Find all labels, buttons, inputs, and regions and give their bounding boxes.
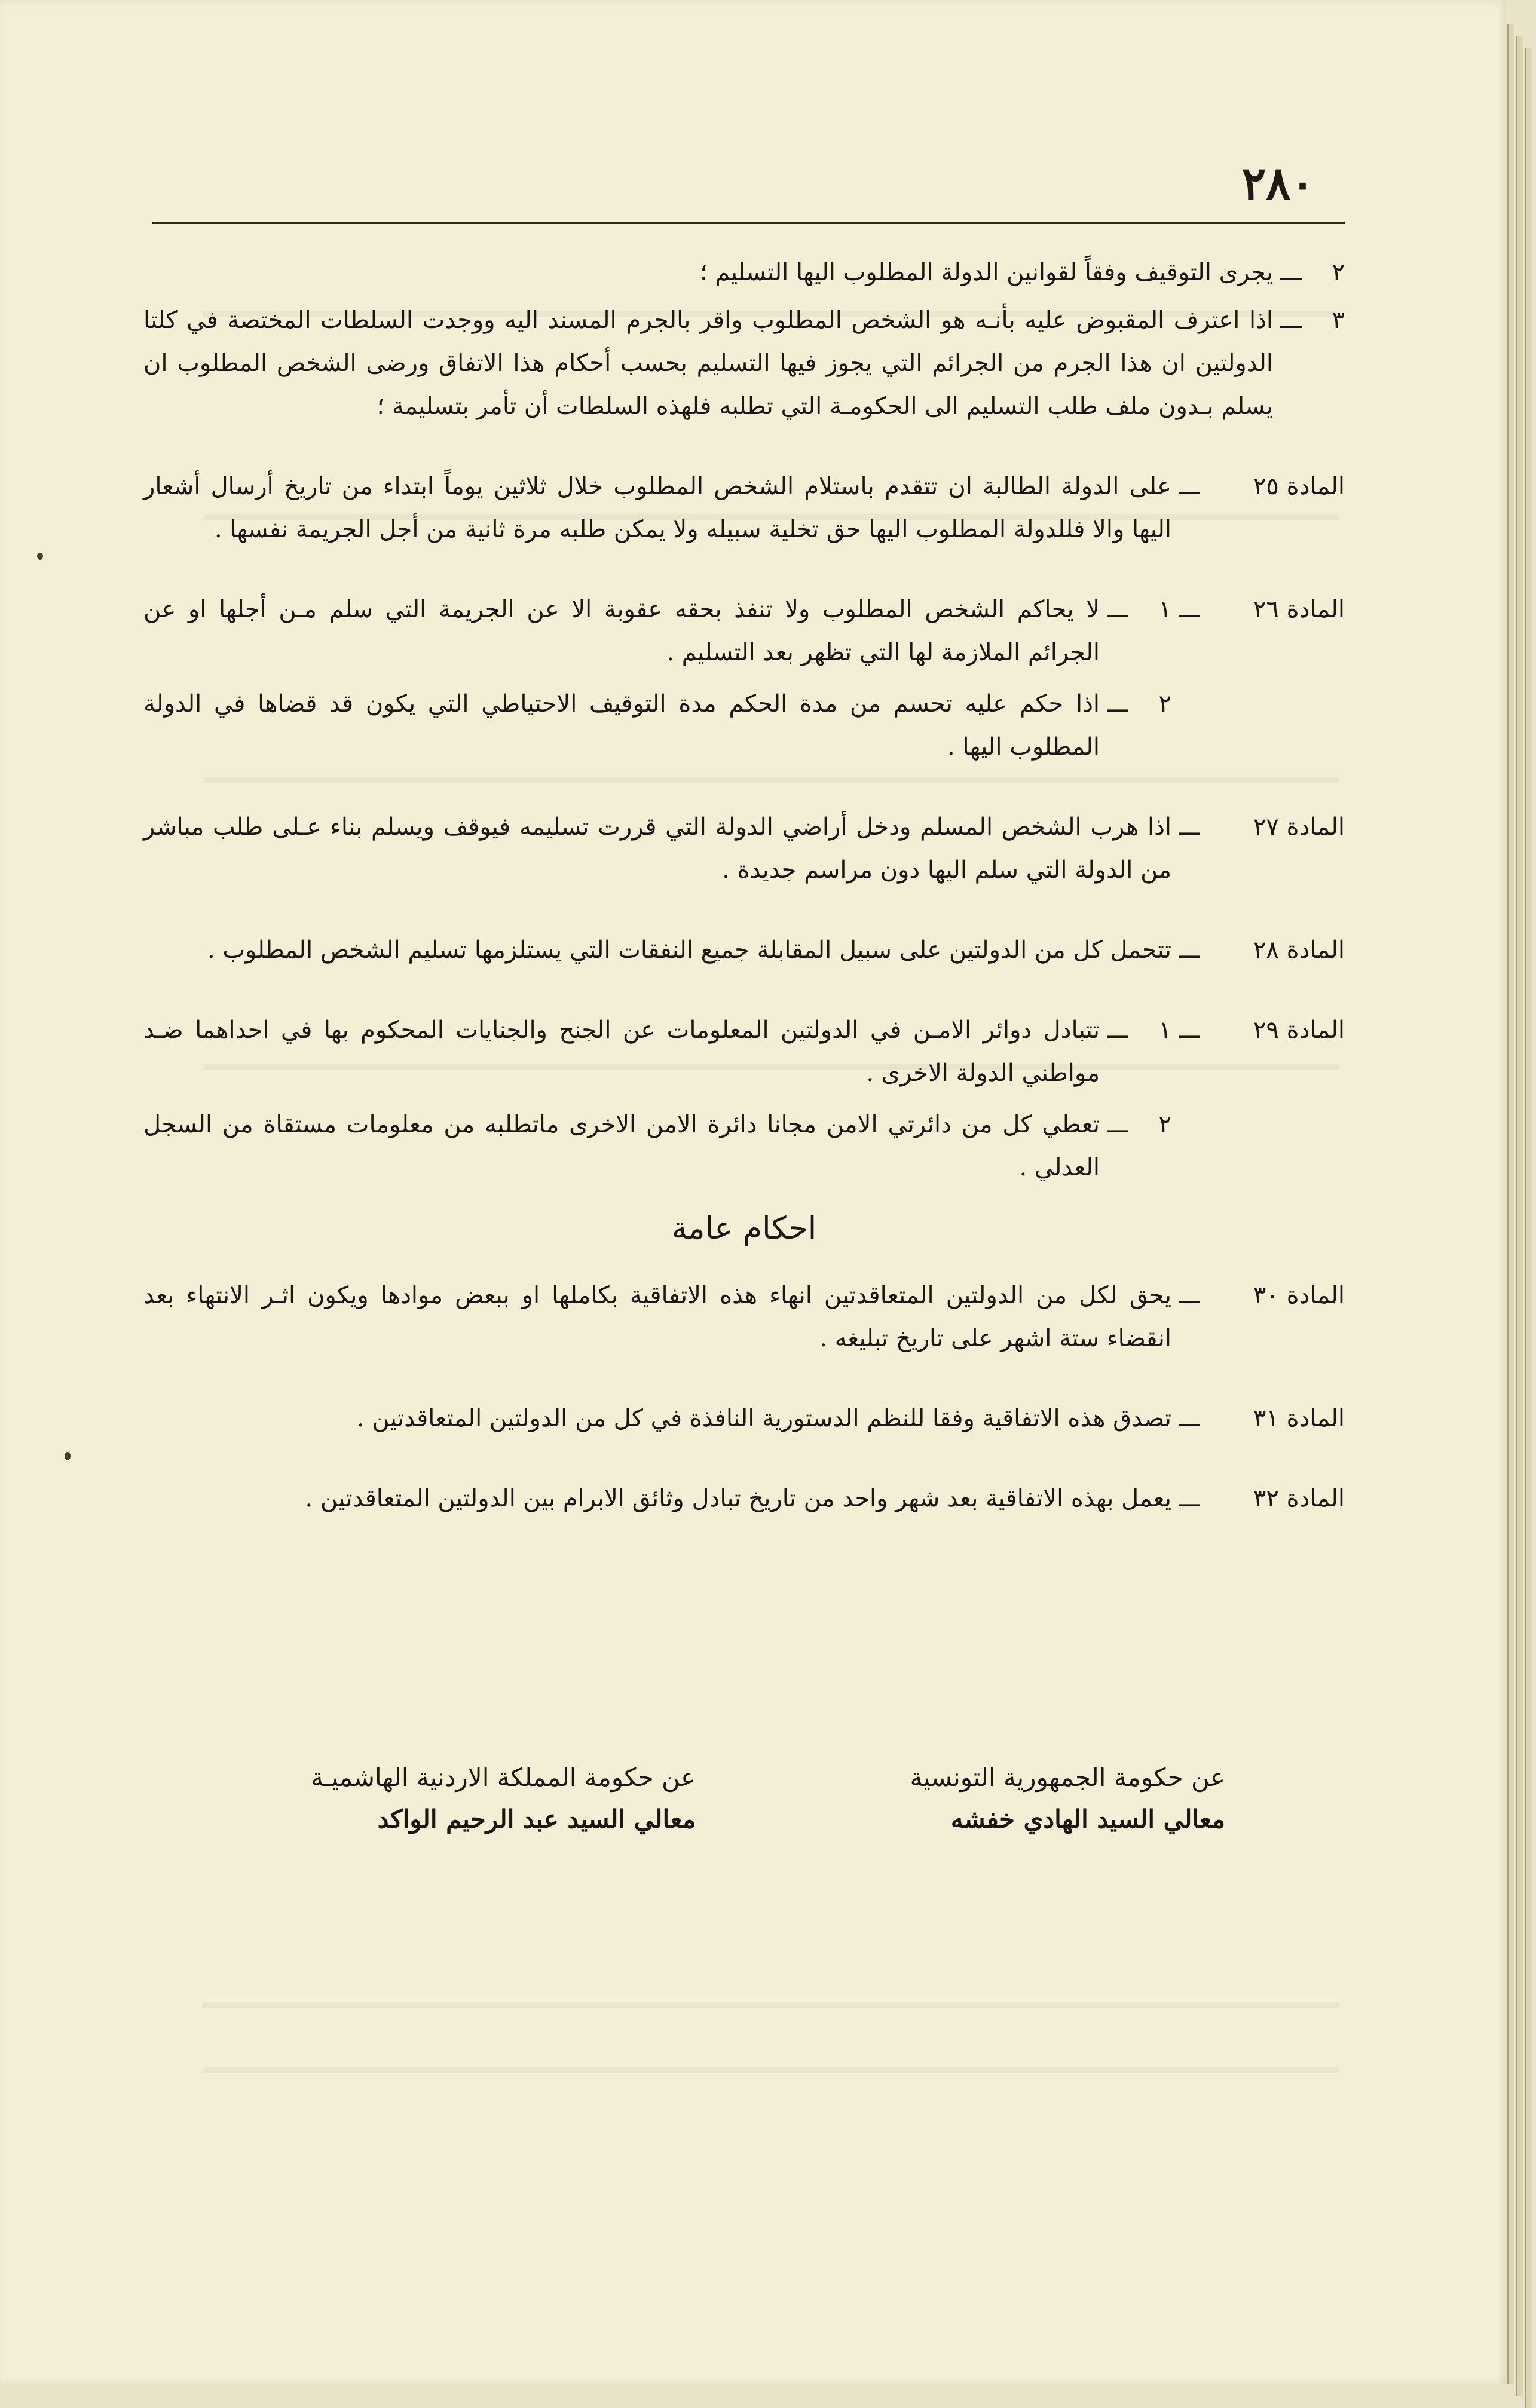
signatory-name: معالي السيد عبد الرحيم الواكد: [377, 1805, 696, 1834]
ink-spot: [65, 1452, 71, 1460]
article-text: تعطي كل من دائرتي الامن مجانا دائرة الامن الاخرى ماتطلبه من معلومات مستقاة من السجل العدلي .: [143, 1111, 1100, 1181]
article-label: المادة ٢٨: [1253, 936, 1345, 964]
article-body: [143, 1397, 1207, 1440]
item-number: ٢: [1158, 1111, 1171, 1138]
item-number: ٢: [1158, 690, 1171, 718]
intro-items: [143, 251, 1345, 428]
article-text: يعمل بهذه الاتفاقية بعد شهر واحد من تاريخ تبادل وثائق الابرام بين الدولتين المتعاقدتين .: [305, 1485, 1171, 1512]
article-body: [143, 1009, 1207, 1189]
article-body: [143, 929, 1207, 972]
item-number: ٣: [1332, 307, 1345, 334]
article-29: [143, 1009, 1345, 1189]
article-paragraph: [143, 1477, 1207, 1520]
article-text: على الدولة الطالبة ان تتقدم باستلام الشخص المطلوب خلال ثلاثين يوماً ابتداء من تاريخ أرسال أشعار اليها والا فللدولة المطلوب اليها حق تخلية سبيله ولا يمكن طلبه مرة ثانية من أجل الجريمة نفسها .: [143, 473, 1171, 543]
article-paragraph: [143, 465, 1207, 551]
section-heading: احكام عامة: [671, 1211, 817, 1246]
item-dash: ـــ: [1179, 473, 1200, 500]
article-body: [143, 588, 1207, 768]
signatory-name: معالي السيد الهادي خفشه: [950, 1805, 1225, 1834]
item-dash: ـــ: [1107, 1016, 1128, 1044]
list-item: [143, 251, 1345, 294]
page-edge: [1516, 36, 1523, 2396]
signature-line: عن حكومة الجمهورية التونسية: [910, 1763, 1225, 1792]
article-label: المادة ٣٠: [1253, 1282, 1345, 1309]
article-body: [143, 465, 1207, 551]
list-item: [143, 299, 1345, 428]
page-edge: [1525, 48, 1532, 2408]
item-dash: ـــ: [1179, 813, 1200, 841]
item-dash: ـــ: [1179, 936, 1200, 964]
bleed-through: [203, 2002, 1339, 2008]
page-edge: [1507, 24, 1514, 2384]
ink-spot: [37, 553, 43, 560]
item-number: ٢: [1332, 259, 1345, 286]
article-label: المادة ٢٥: [1253, 473, 1345, 500]
article-text: تتحمل كل من الدولتين على سبيل المقابلة جميع النفقات التي يستلزمها تسليم الشخص المطلوب .: [207, 936, 1171, 964]
signature-line: عن حكومة المملكة الاردنية الهاشميـة: [311, 1763, 696, 1792]
page-number: ٢٨٠: [1241, 157, 1315, 210]
item-dash: ـــ: [1107, 690, 1128, 718]
article-label: المادة ٣٢: [1253, 1485, 1345, 1512]
article-paragraph: [143, 1103, 1207, 1189]
article-28: [143, 929, 1345, 972]
article-27: [143, 805, 1345, 891]
article-paragraph: [143, 805, 1207, 891]
article-26: [143, 588, 1345, 768]
article-body: [143, 1274, 1207, 1360]
article-paragraph: [143, 1397, 1207, 1440]
article-label: المادة ٢٩: [1253, 1016, 1345, 1044]
article-paragraph: [143, 1274, 1207, 1360]
item-dash: ـــ: [1179, 1405, 1200, 1432]
item-dash: ـــ: [1280, 307, 1302, 334]
article-paragraph: [143, 588, 1207, 674]
article-paragraph: [143, 929, 1207, 972]
article-paragraph: [143, 1009, 1207, 1095]
signature-tunisia: [910, 1757, 1225, 1840]
article-body: [143, 805, 1207, 891]
signature-block: [311, 1757, 1225, 1840]
article-paragraph: [143, 682, 1207, 768]
item-dash: ـــ: [1107, 1111, 1128, 1138]
item-dash: ـــ: [1179, 1485, 1200, 1512]
item-text: يجرى التوقيف وفقاً لقوانين الدولة المطلوب اليها التسليم ؛: [699, 259, 1273, 286]
document-body: [143, 251, 1345, 1557]
article-text: تصدق هذه الاتفاقية وفقا للنظم الدستورية النافذة في كل من الدولتين المتعاقدتين .: [357, 1405, 1171, 1432]
article-text: لا يحاكم الشخص المطلوب ولا تنفذ بحقه عقوبة الا عن الجريمة التي سلم مـن أجلها او عن الجرائم الملازمة لها التي تظهر بعد التسليم .: [143, 596, 1100, 666]
article-label: المادة ٢٧: [1253, 813, 1345, 841]
item-number: ١: [1158, 1016, 1171, 1044]
article-text: تتبادل دوائر الامـن في الدولتين المعلومات عن الجنح والجنايات المحكوم بها في احداهما ضـد مواطني الدولة الاخرى .: [143, 1016, 1100, 1087]
bleed-through: [203, 2067, 1339, 2073]
article-31: [143, 1397, 1345, 1440]
article-text: اذا هرب الشخص المسلم ودخل أراضي الدولة التي قررت تسليمه فيوقف ويسلم بناء عـلى طلب مباشر من الدولة التي سلم اليها دون مراسم جديدة .: [143, 813, 1171, 884]
item-dash: ـــ: [1179, 1016, 1200, 1044]
article-label: المادة ٢٦: [1253, 596, 1345, 623]
article-text: اذا حكم عليه تحسم من مدة الحكم مدة التوقيف الاحتياطي التي يكون قد قضاها في الدولة المطلوب اليها .: [143, 690, 1100, 761]
article-30: [143, 1274, 1345, 1360]
item-dash: ـــ: [1179, 1282, 1200, 1309]
item-dash: ـــ: [1179, 596, 1200, 623]
item-dash: ـــ: [1280, 259, 1302, 286]
item-number: ١: [1158, 596, 1171, 623]
article-text: يحق لكل من الدولتين المتعاقدتين انهاء هذه الاتفاقية بكاملها او ببعض موادها ويكون اثـر الانتهاء بعد انقضاء ستة اشهر على تاريخ تبليغه .: [143, 1282, 1172, 1352]
article-32: [143, 1477, 1345, 1520]
article-body: [143, 1477, 1207, 1520]
header-rule: [152, 222, 1345, 224]
article-label: المادة ٣١: [1253, 1405, 1345, 1432]
article-25: [143, 465, 1345, 551]
signature-jordan: [311, 1757, 696, 1840]
item-dash: ـــ: [1107, 596, 1128, 623]
item-text: اذا اعترف المقبوض عليه بأنـه هو الشخص المطلوب واقر بالجرم المسند اليه ووجدت السلطات المختصة في كلتا الدولتين ان هذا الجرم من الجرائم التي يجوز فيها التسليم بحسب أحكام هذا الاتفاق ورضى الشخص المطلوب ان يسلم بـدون ملف طلب التسليم الى الحكومـة التي تطلبه فلهذه السلطات أن تأمر بتسليمة ؛: [143, 307, 1274, 420]
